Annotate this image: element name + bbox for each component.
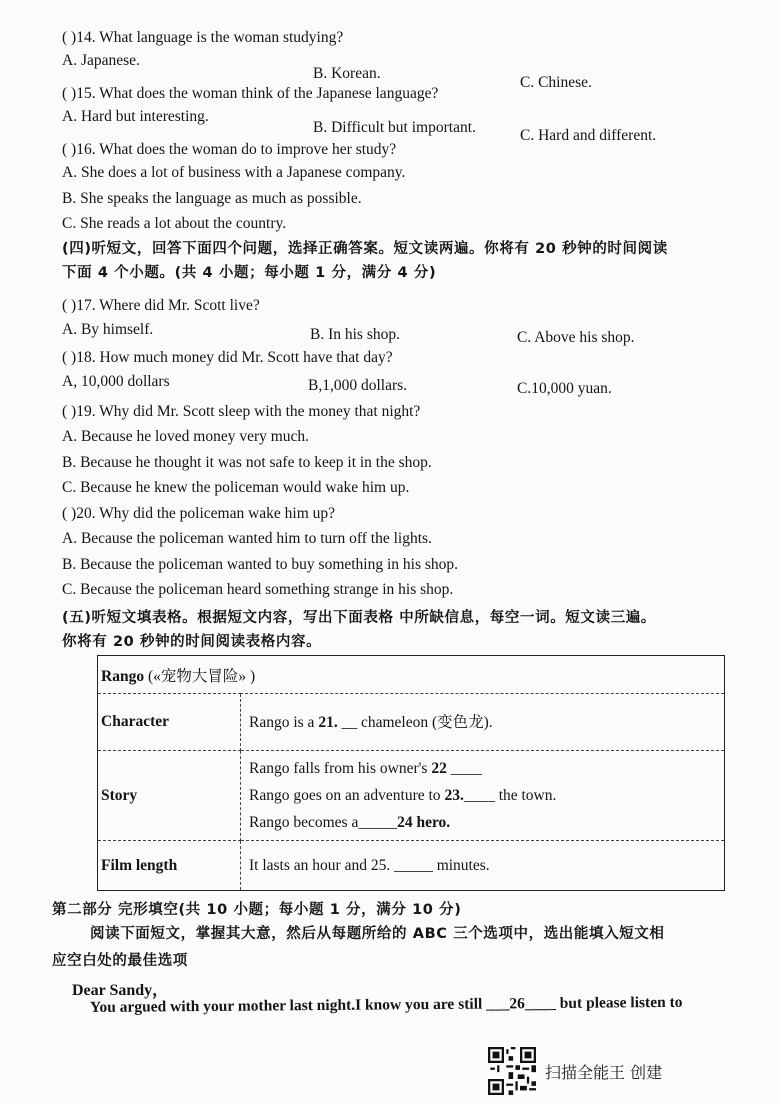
option-b: B,1,000 dollars. [308,377,408,394]
question-17-stem: ( )17. Where did Mr. Scott live? [62,297,260,314]
row-content: Rango is a 21. __ chameleon (变色龙). [241,694,725,751]
option-c: C. Chinese. [520,74,592,91]
rango-fill-table [97,655,725,891]
option-a: A. She does a lot of business with a Japanese company. [62,164,406,181]
option-c: C. Because the policeman heard something strange in his shop. [62,581,454,598]
row-label: Film length [98,841,241,891]
section-5-instructions: (五)听短文填表格。根据短文内容，写出下面表格 中所缺信息，每空一词。短文读三遍。 [62,610,656,626]
row-content: Rango falls from his owner's 22 ____ Rango goes on an adventure to 23.____ the town. Rango becomes a_____24 hero. [241,751,725,841]
qr-code-icon [488,1047,536,1095]
option-c: C. She reads a lot about the country. [62,215,287,232]
table-row [98,694,725,751]
letter-body: You argued with your mother last night.I know you are still ___26____ but please listen to [89,993,683,1016]
option-c: C. Hard and different. [520,127,657,144]
scanner-watermark: 扫描全能王 创建 [545,1063,663,1082]
question-18-stem: ( )18. How much money did Mr. Scott have that day? [62,349,393,366]
option-c: C. Above his shop. [517,329,635,346]
option-b: B. In his shop. [310,326,400,343]
option-a: A. Hard but interesting. [62,108,209,125]
option-a: A. Because he loved money very much. [62,428,310,445]
table-row [98,841,725,891]
option-c: C.10,000 yuan. [517,380,612,397]
option-b: B. Because the policeman wanted to buy something in his shop. [62,556,459,573]
question-15-stem: ( )15. What does the woman think of the Japanese language? [62,85,439,102]
question-16-stem: ( )16. What does the woman do to improve her study? [62,141,397,158]
section-4-instructions: (四)听短文，回答下面四个问题，选择正确答案。短文读两遍。你将有 20 秒钟的时间阅读 [62,241,668,257]
section-5-instructions-cont: 你将有 20 秒钟的时间阅读表格内容。 [62,634,322,650]
option-a: A. By himself. [62,321,154,338]
option-a: A. Japanese. [62,52,140,69]
question-14-stem: ( )14. What language is the woman studying? [62,29,344,46]
option-b: B. Because he thought it was not safe to keep it in the shop. [62,454,432,471]
row-label: Character [98,694,241,751]
section-4-instructions-cont: 下面 4 个小题。(共 4 小题；每小题 1 分，满分 4 分) [62,265,437,281]
option-c: C. Because he knew the policeman would wake him up. [62,479,410,496]
question-19-stem: ( )19. Why did Mr. Scott sleep with the money that night? [62,403,421,420]
question-20-stem: ( )20. Why did the policeman wake him up? [62,505,336,522]
option-a: A, 10,000 dollars [62,373,170,390]
row-label: Story [98,751,241,841]
part-2-instructions: 阅读下面短文，掌握其大意，然后从每题所给的 ABC 三个选项中，选出能填入短文相 [90,926,665,942]
table-title: Rango («宠物大冒险» ) [98,656,725,694]
option-b: B. Korean. [313,65,381,82]
row-content: It lasts an hour and 25. _____ minutes. [249,857,490,874]
part-2-heading: 第二部分 完形填空(共 10 小题；每小题 1 分，满分 10 分) [52,902,462,918]
option-b: B. Difficult but important. [313,119,476,136]
part-2-instructions-cont: 应空白处的最佳选项 [52,953,188,969]
letter-salutation: Dear Sandy， [72,982,169,999]
option-a: A. Because the policeman wanted him to turn off the lights. [62,530,432,547]
option-b: B. She speaks the language as much as possible. [62,190,362,207]
table-row [98,751,725,841]
